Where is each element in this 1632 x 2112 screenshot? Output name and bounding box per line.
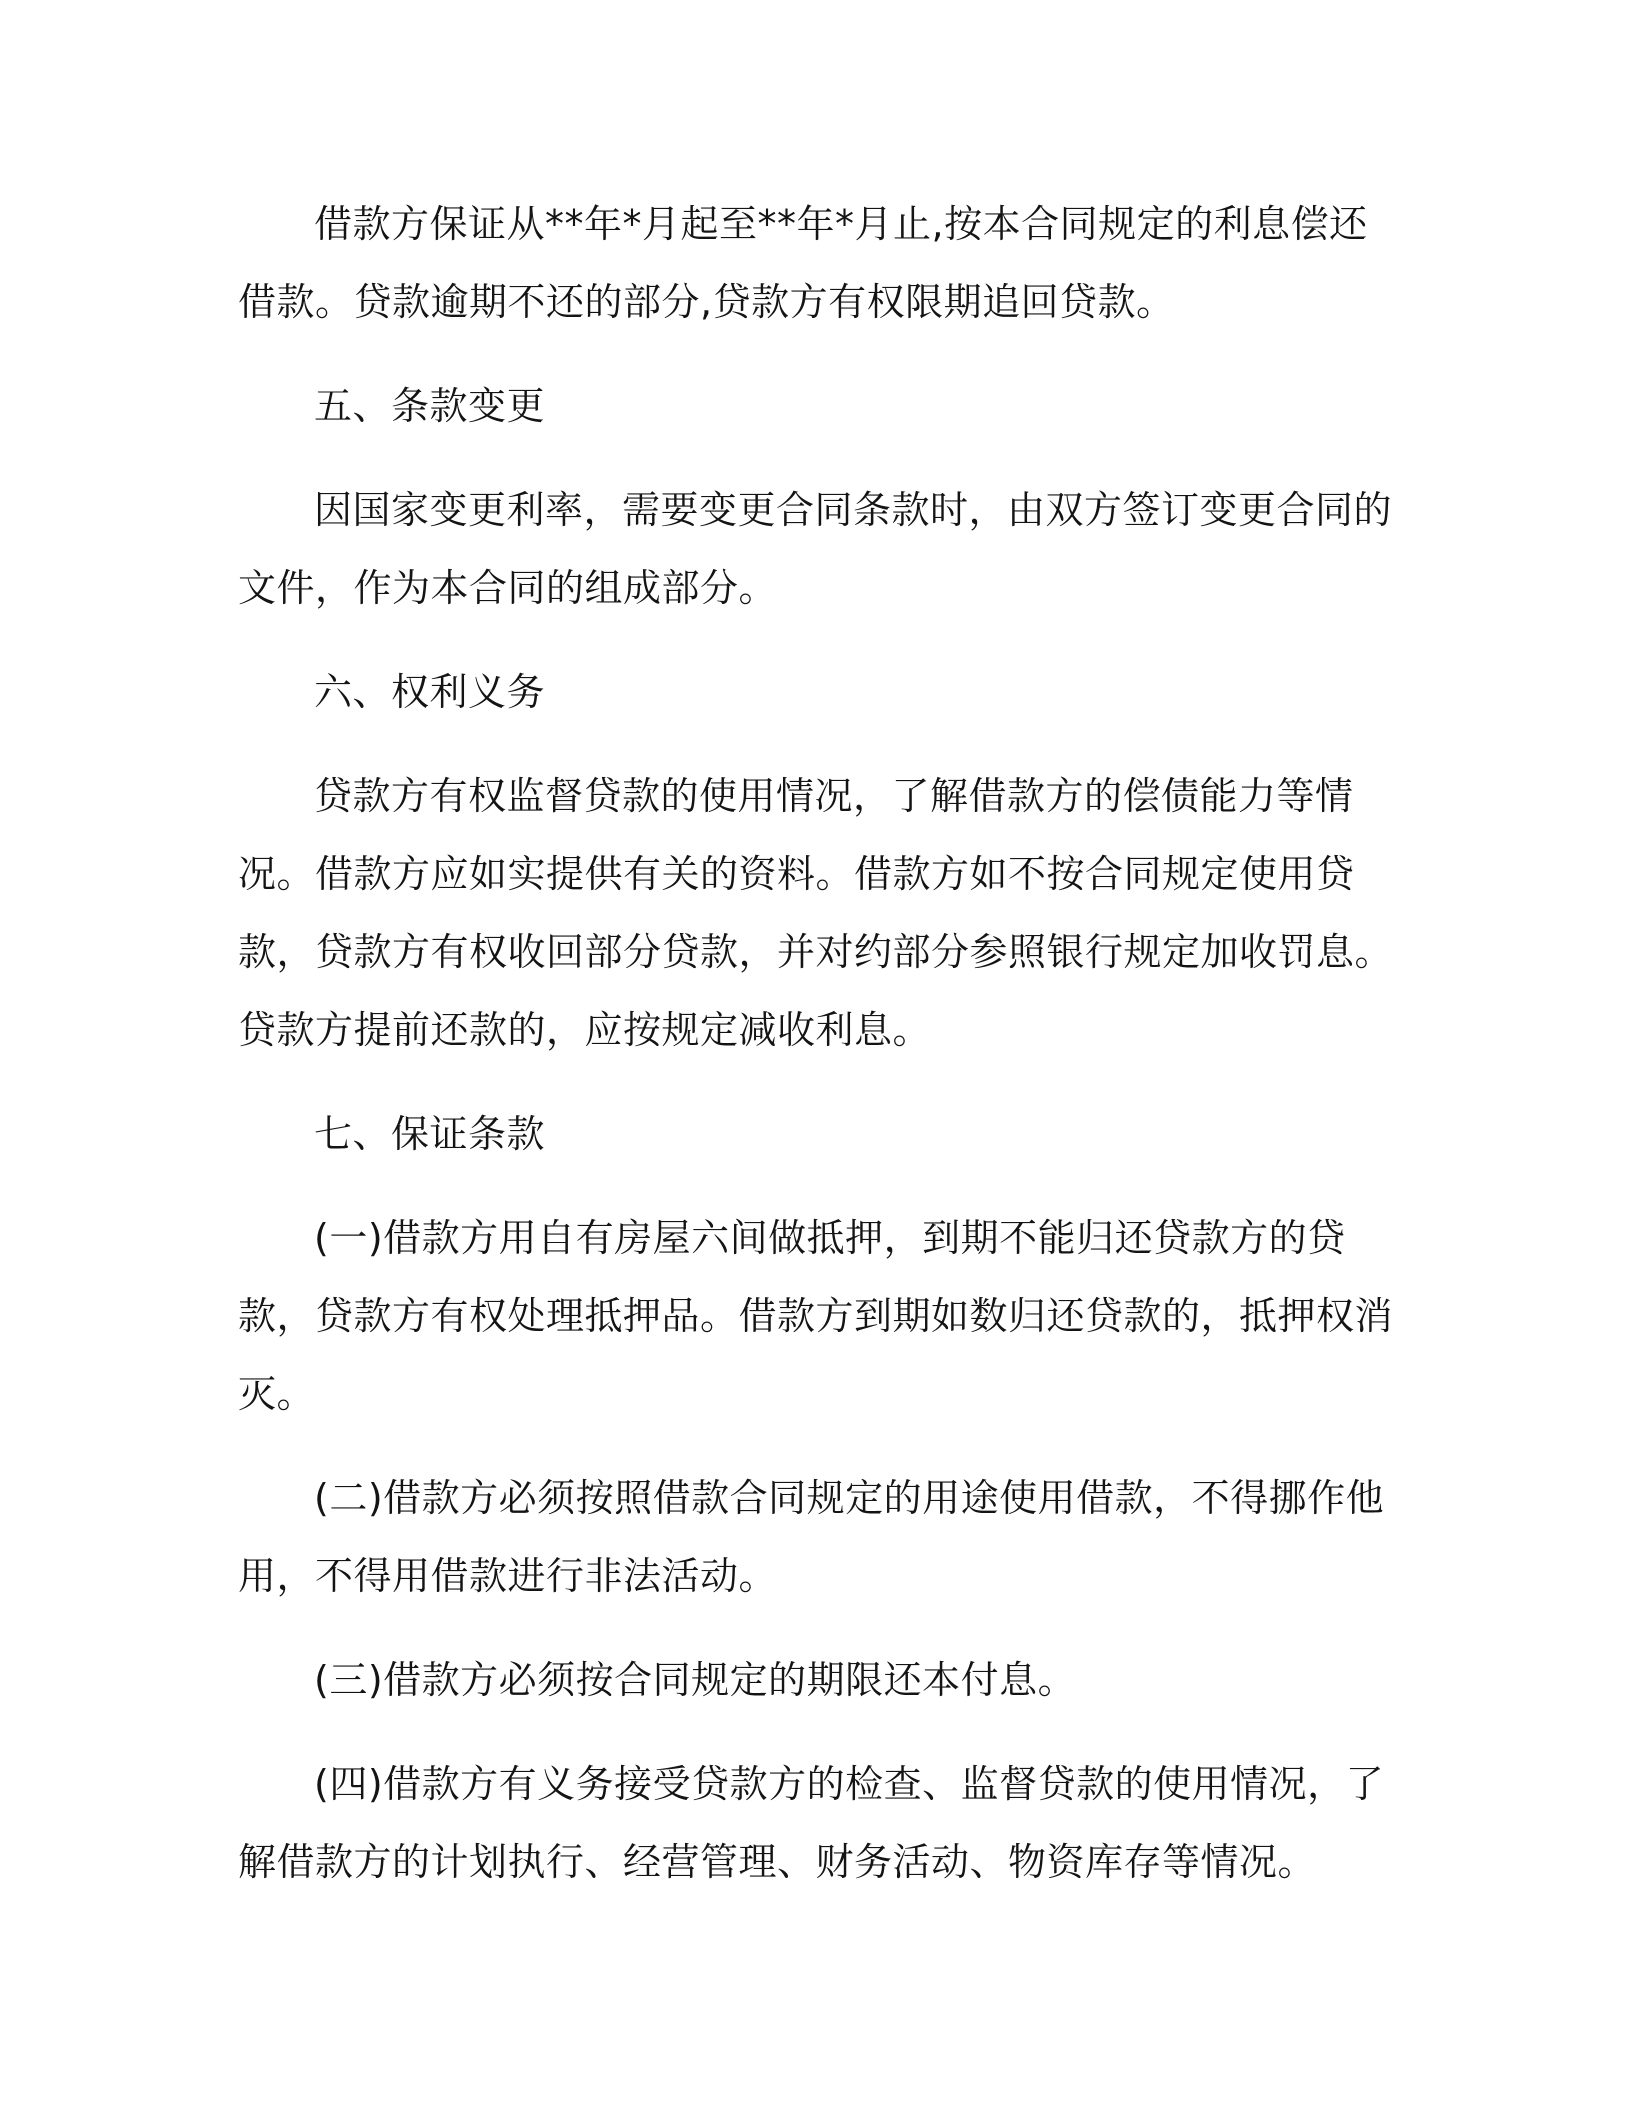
section-6-heading: 六、权利义务 <box>314 670 546 714</box>
section-5-heading: 五、条款变更 <box>314 384 546 428</box>
clause-3-paragraph: (三)借款方必须按合同规定的期限还本付息。 <box>314 1658 1077 1702</box>
document-body <box>238 185 1398 1927</box>
section-5-paragraph: 因国家变更利率，需要变更合同条款时，由双方签订变更合同的文件，作为本合同的组成部分。 <box>238 488 1393 610</box>
clause-1-paragraph: (一)借款方用自有房屋六间做抵押，到期不能归还贷款方的贷款，贷款方有权处理抵押品。借款方到期如数归还贷款的，抵押权消灭。 <box>238 1216 1394 1416</box>
clause-2-paragraph: (二)借款方必须按照借款合同规定的用途使用借款，不得挪作他用，不得用借款进行非法活动。 <box>238 1476 1385 1598</box>
clause-4-paragraph: (四)借款方有义务接受贷款方的检查、监督贷款的使用情况，了解借款方的计划执行、经营管理、财务活动、物资库存等情况。 <box>238 1762 1385 1884</box>
repayment-paragraph: 借款方保证从**年*月起至**年*月止,按本合同规定的利息偿还借款。贷款逾期不还的部分,贷款方有权限期追回贷款。 <box>238 202 1368 324</box>
section-6-paragraph: 贷款方有权监督贷款的使用情况，了解借款方的偿债能力等情况。借款方应如实提供有关的资料。借款方如不按合同规定使用贷款，贷款方有权收回部分贷款，并对约部分参照银行规定加收罚息。贷款方提前还款的，应按规定减收利息。 <box>238 774 1394 1052</box>
section-7-heading: 七、保证条款 <box>314 1112 546 1156</box>
